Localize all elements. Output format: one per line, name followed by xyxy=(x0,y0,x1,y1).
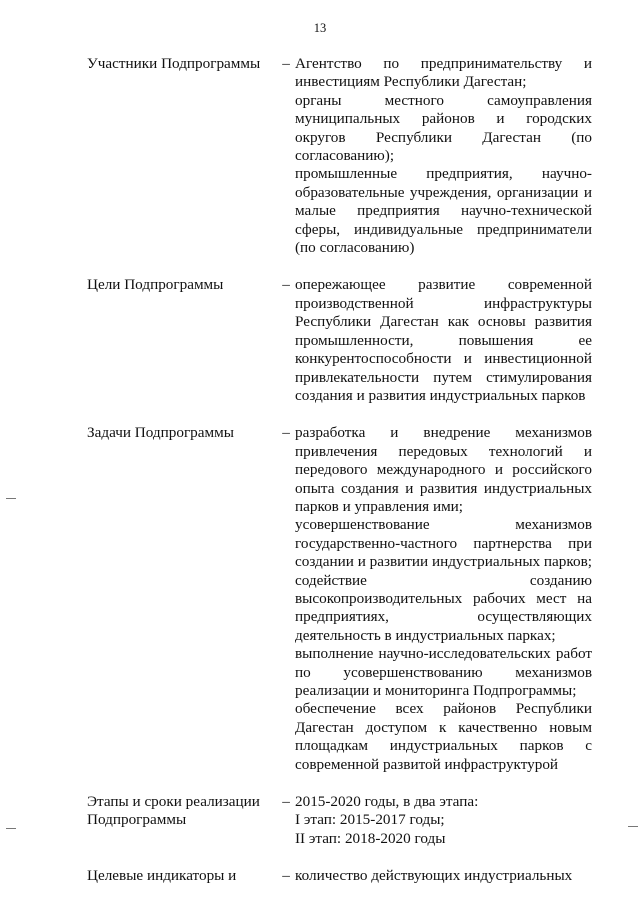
page-number: 13 xyxy=(313,21,327,35)
row-dash: – xyxy=(282,793,290,811)
table-row-participants xyxy=(87,55,592,257)
row-paragraph: усовершенствование механизмов государственно-частного партнерства при создании и развитии индустриальных парков; xyxy=(295,516,592,571)
row-content xyxy=(295,55,592,257)
row-paragraph: выполнение научно-исследовательских работ по усовершенствованию механизмов реализации и мониторинга Подпрограммы; xyxy=(295,645,592,699)
table-row-tasks xyxy=(87,424,592,774)
row-label: Участники Подпрограммы xyxy=(87,55,261,72)
passport-table xyxy=(87,55,592,905)
row-dash: – xyxy=(282,55,290,72)
row-paragraph: обеспечение всех районов Республики Дагестан доступом к качественно новым площадкам индустриальных парков с современной развитой инфраструктурой xyxy=(295,700,592,773)
row-label: Цели Подпрограммы xyxy=(87,276,224,294)
row-label: Целевые индикаторы и xyxy=(87,867,237,885)
row-paragraph: I этап: 2015-2017 годы; xyxy=(295,811,445,829)
row-content xyxy=(295,424,592,774)
row-dash: – xyxy=(282,424,290,442)
row-content xyxy=(295,793,592,848)
row-dash: – xyxy=(282,867,290,885)
row-dash: – xyxy=(282,276,290,294)
row-paragraph: промышленные предприятия, научно-образовательные учреждения, организации и малые предприятия научно-технической сферы, индивидуальные предприниматели (по согласованию) xyxy=(295,165,592,257)
row-paragraph: разработка и внедрение механизмов привлечения передовых технологий и передового международного и российского опыта создания и развития индустриальных парков и управления ими; xyxy=(295,424,592,515)
scan-edge-mark xyxy=(6,498,16,499)
row-content xyxy=(295,276,592,405)
scan-edge-mark xyxy=(628,826,638,827)
row-content xyxy=(295,867,592,885)
row-paragraph: количество действующих индустриальных xyxy=(295,867,573,885)
row-paragraph: Агентство по предпринимательству и инвестициям Республики Дагестан; xyxy=(295,55,592,91)
table-row-goals xyxy=(87,276,592,405)
row-paragraph: содействие созданию высокопроизводительных рабочих мест на предприятиях, осуществляющих деятельность в индустриальных парках; xyxy=(295,571,592,644)
row-paragraph: органы местного самоуправления муниципальных районов и городских округов Республики Дагестан (по согласованию); xyxy=(295,91,592,165)
table-row-indicators xyxy=(87,867,592,885)
row-paragraph: 2015-2020 годы, в два этапа: xyxy=(295,793,479,811)
row-paragraph: опережающее развитие современной производственной инфраструктуры Республики Дагестан как основы развития промышленности, повышения ее конкурентоспособности и инвестиционной привлекательности путем стимулирования создания и развития индустриальных парков xyxy=(295,276,592,404)
row-label: Задачи Подпрограммы xyxy=(87,424,234,442)
row-label: Этапы и сроки реализации Подпрограммы xyxy=(87,793,260,829)
row-paragraph: II этап: 2018-2020 годы xyxy=(295,829,446,847)
table-row-stages xyxy=(87,793,592,848)
scan-edge-mark xyxy=(6,828,16,829)
